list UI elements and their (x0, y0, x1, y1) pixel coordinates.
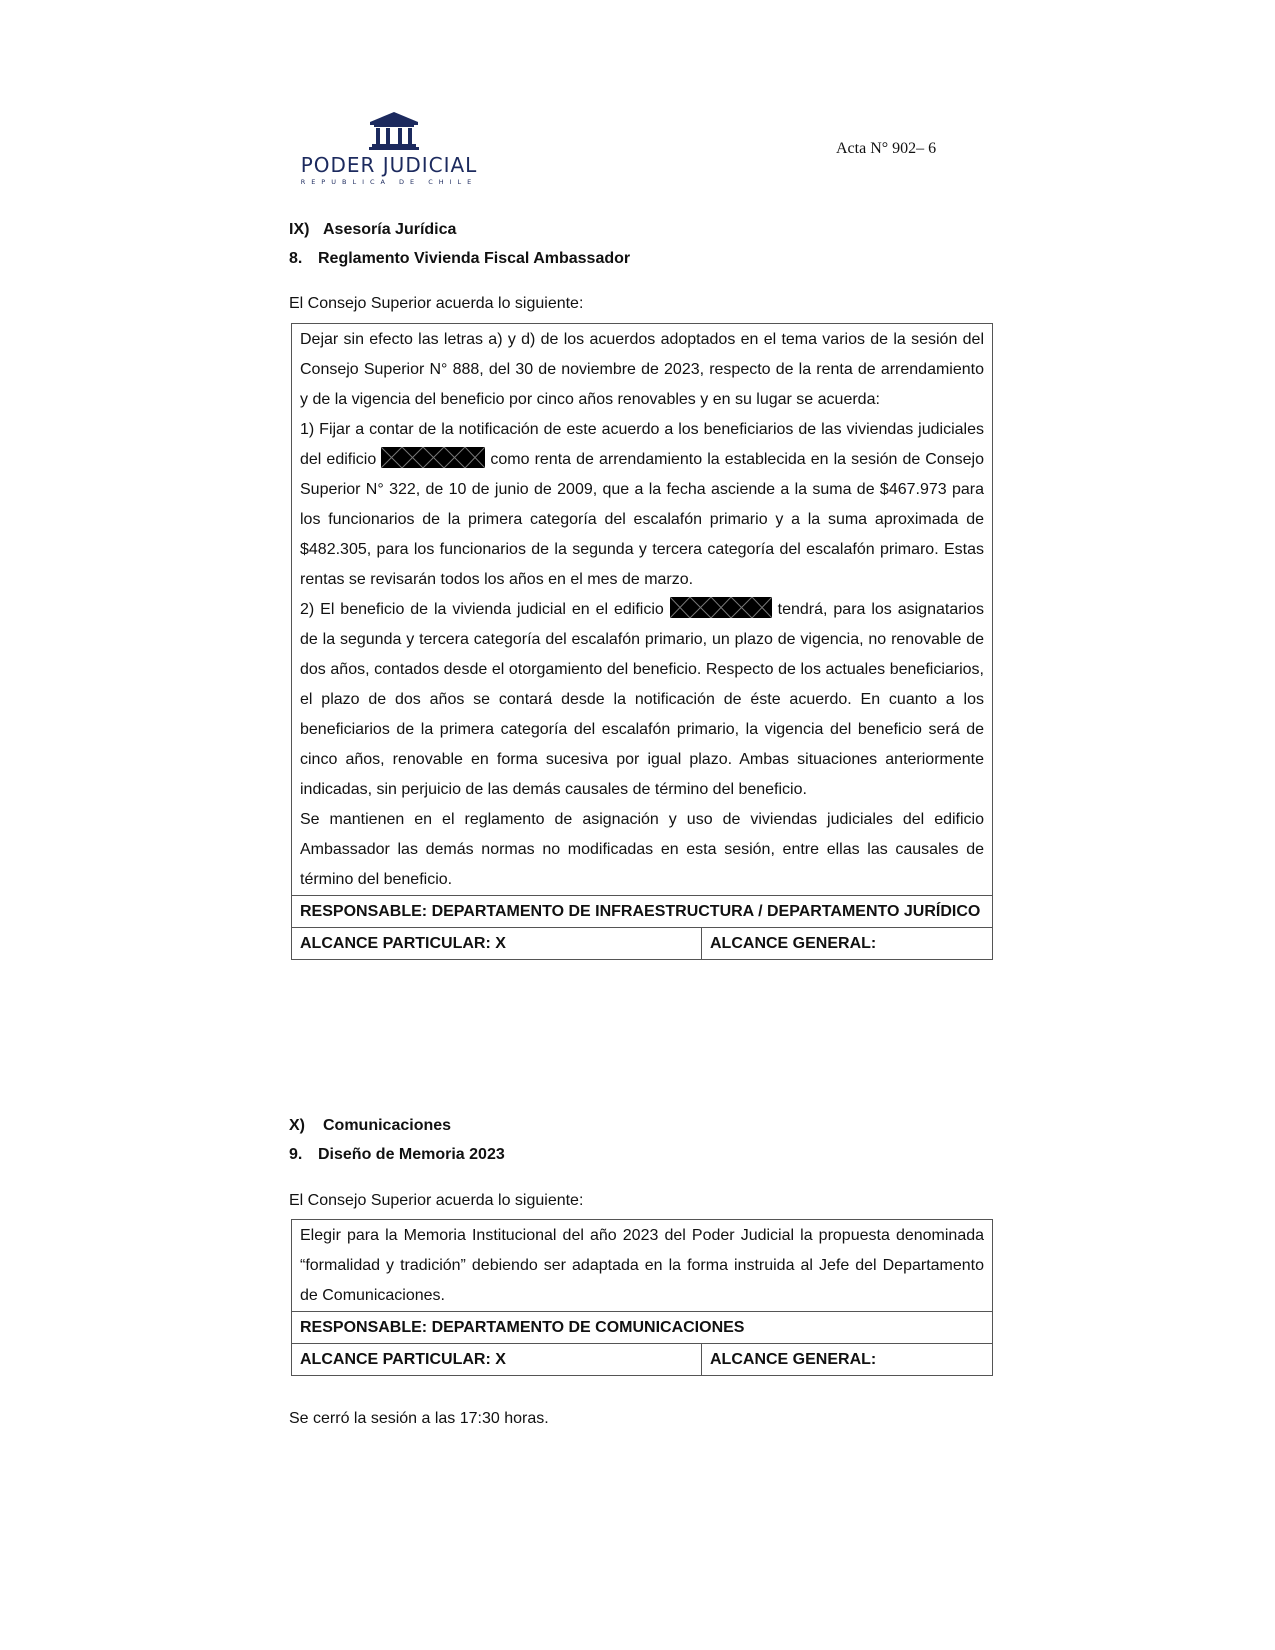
closing-statement: Se cerró la sesión a las 17:30 horas. (289, 1410, 549, 1427)
poder-judicial-logo (298, 112, 480, 190)
section-x-title: Comunicaciones (323, 1117, 452, 1134)
alcance-general-8: ALCANCE GENERAL: (702, 928, 993, 960)
section-x-heading (289, 1117, 451, 1135)
item-9-heading (289, 1146, 505, 1164)
logo-subtitle: REPUBLICA DE CHILE (300, 178, 478, 186)
item-9-intro: El Consejo Superior acuerda lo siguiente: (289, 1192, 584, 1209)
redaction-pattern-icon (381, 447, 485, 468)
paragraph-3-end: tendrá, para los asignatarios de la segunda y tercera categoría del escalafón primario, un plazo de vigencia, no renovable de dos años, contados desde el otorgamiento del beneficio. Respecto de los actuales beneficiarios, el plazo de dos años se contará desde la notificación de éste acuerdo. En cuanto a los beneficiarios de la primera categoría del escalafón primario, la vigencia del beneficio será de cinco años, renovable en forma sucesiva por igual plazo. Ambas situaciones anteriormente indicadas, sin perjuicio de las demás causales de término del beneficio. (300, 601, 985, 798)
section-ix-title: Asesoría Jurídica (323, 221, 457, 238)
paragraph-2-start: 1) Fijar a contar de la notificación de este acuerdo a los beneficiarios de las viviendas judiciales del edificio (300, 421, 984, 468)
item-8-intro: El Consejo Superior acuerda lo siguiente: (289, 295, 584, 312)
alcance-general-9: ALCANCE GENERAL: (702, 1344, 993, 1376)
alcance-particular-9: ALCANCE PARTICULAR: X (292, 1344, 702, 1376)
agreement-paragraph-1: Dejar sin efecto las letras a) y d) de los acuerdos adoptados en el tema varios de la sesión del Consejo Superior N° 888, del 30 de noviembre de 2023, respecto de la renta de arrendamiento y de la vigencia del beneficio por cinco años renovables y en su lugar se acuerda: (300, 331, 984, 408)
agreement-body-9 (292, 1220, 993, 1312)
responsable-cell-9: RESPONSABLE: DEPARTAMENTO DE COMUNICACIONES (292, 1312, 993, 1344)
section-ix-heading (289, 221, 456, 239)
paragraph-2-end: como renta de arrendamiento la establecida en la sesión de Consejo Superior N° 322, de 10 de junio de 2009, que a la fecha asciende a la suma de $467.973 para los funcionarios de la primera categoría del escalafón primario y a la suma aproximada de $482.305, para los funcionarios de la segunda y tercera categoría del escalafón primaro. Estas rentas se revisarán todos los años en el mes de marzo. (300, 451, 985, 588)
item-9-number: 9. (289, 1146, 303, 1163)
responsable-cell-8: RESPONSABLE: DEPARTAMENTO DE INFRAESTRUCTURA / DEPARTAMENTO JURÍDICO (292, 896, 993, 928)
item-8-title: Reglamento Vivienda Fiscal Ambassador (318, 250, 631, 267)
agreement-body-8 (292, 324, 993, 896)
paragraph-3-start: 2) El beneficio de la vivienda judicial en el edificio (300, 601, 664, 618)
agreement-table-9 (291, 1219, 993, 1376)
acta-number: Acta N° 902– 6 (836, 140, 937, 157)
agreement-paragraph-2 (300, 415, 984, 595)
agreement-paragraph-memoria: Elegir para la Memoria Institucional del año 2023 del Poder Judicial la propuesta denominada “formalidad y tradición” debiendo ser adaptada en la forma instruida al Jefe del Departamento de Comunicaciones. (300, 1227, 985, 1304)
agreement-table-8 (291, 323, 993, 960)
item-8-heading (289, 250, 630, 268)
agreement-paragraph-4: Se mantienen en el reglamento de asignación y uso de viviendas judiciales del edificio Ambassador las demás normas no modificadas en esta sesión, entre ellas las causales de término del beneficio. (300, 811, 984, 888)
item-9-title: Diseño de Memoria 2023 (318, 1146, 505, 1163)
redacted-block (381, 447, 485, 468)
redacted-block (670, 597, 772, 618)
agreement-paragraph-3 (300, 595, 984, 805)
section-x-roman: X) (289, 1117, 305, 1134)
redaction-pattern-icon (670, 597, 772, 618)
alcance-particular-8: ALCANCE PARTICULAR: X (292, 928, 702, 960)
courthouse-logo-icon (298, 112, 480, 190)
section-ix-roman: IX) (289, 221, 310, 238)
logo-title: PODER JUDICIAL (300, 153, 478, 177)
item-8-number: 8. (289, 250, 303, 267)
